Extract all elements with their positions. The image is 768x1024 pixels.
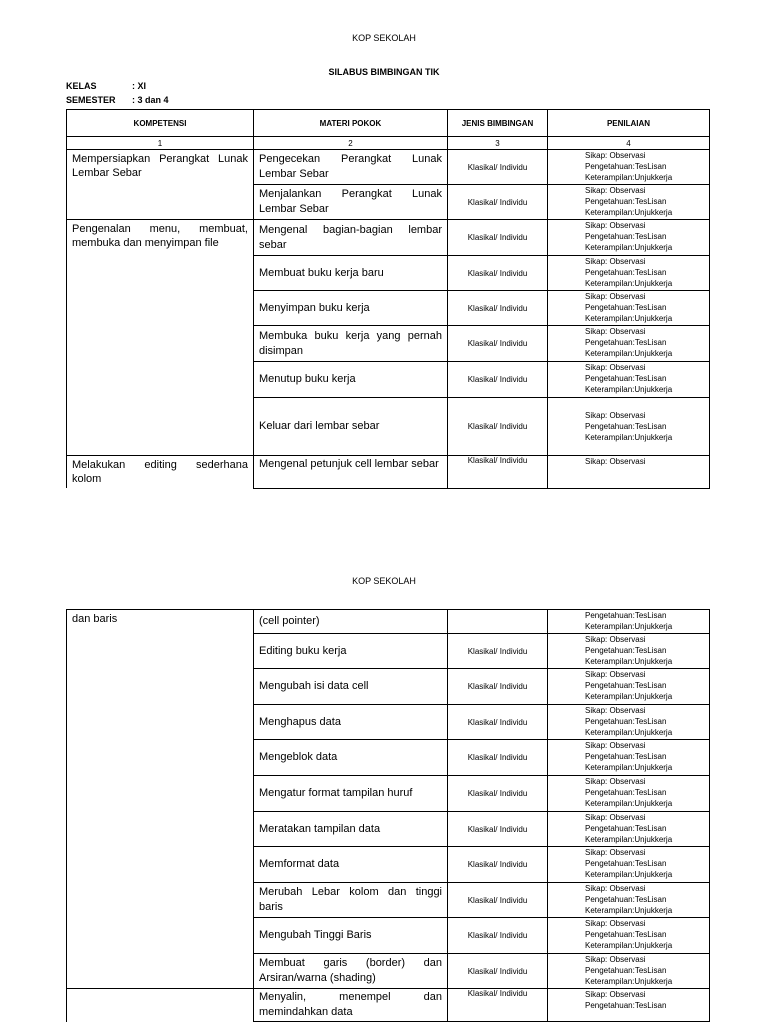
materi-cell: Mengubah Tinggi Baris [254, 918, 448, 954]
kompetensi-cell [67, 989, 254, 1022]
jenis-cell: Klasikal/ Individu [448, 398, 548, 456]
penilaian-line: Pengetahuan:TesLisan [585, 788, 667, 797]
penilaian-cell [548, 610, 710, 634]
penilaian-cell [548, 185, 710, 220]
penilaian-line: Keterampilan:Unjukkerja [585, 870, 673, 879]
col-number: 3 [448, 137, 548, 150]
penilaian-line: Pengetahuan:TesLisan [585, 422, 667, 431]
penilaian-cell [548, 220, 710, 256]
penilaian-line: Keterampilan:Unjukkerja [585, 941, 673, 950]
kop-sekolah-1: KOP SEKOLAH [352, 33, 416, 43]
penilaian-line: Sikap: Observasi [585, 955, 646, 964]
penilaian-cell [548, 918, 710, 954]
penilaian-line: Sikap: Observasi [585, 257, 646, 266]
materi-cell: Keluar dari lembar sebar [254, 398, 448, 456]
jenis-cell: Klasikal/ Individu [448, 918, 548, 954]
penilaian-cell [548, 954, 710, 989]
penilaian-line: Sikap: Observasi [585, 919, 646, 928]
penilaian-line: Keterampilan:Unjukkerja [585, 243, 673, 252]
penilaian-line: Sikap: Observasi [585, 848, 646, 857]
penilaian-line: Pengetahuan:TesLisan [585, 374, 667, 383]
penilaian-line: Keterampilan:Unjukkerja [585, 692, 673, 701]
penilaian-line: Keterampilan:Unjukkerja [585, 314, 673, 323]
materi-cell: (cell pointer) [254, 610, 448, 634]
jenis-cell: Klasikal/ Individu [448, 812, 548, 847]
penilaian-line: Keterampilan:Unjukkerja [585, 977, 673, 986]
penilaian-line: Keterampilan:Unjukkerja [585, 208, 673, 217]
penilaian-line: Pengetahuan:TesLisan [585, 895, 667, 904]
penilaian-line: Sikap: Observasi [585, 670, 646, 679]
penilaian-line: Sikap: Observasi [585, 186, 646, 195]
penilaian-line: Sikap: Observasi [585, 741, 646, 750]
penilaian-line: Sikap: Observasi [585, 411, 646, 420]
penilaian-line: Pengetahuan:TesLisan [585, 859, 667, 868]
jenis-cell: Klasikal/ Individu [448, 634, 548, 669]
penilaian-line: Keterampilan:Unjukkerja [585, 622, 673, 631]
penilaian-line: Pengetahuan:TesLisan [585, 162, 667, 171]
materi-cell: Memformat data [254, 847, 448, 883]
kop-sekolah-2: KOP SEKOLAH [352, 576, 416, 586]
jenis-cell: Klasikal/ Individu [448, 291, 548, 326]
materi-cell: Membuka buku kerja yang pernah disimpan [254, 326, 448, 362]
table-row [67, 610, 710, 634]
semester-label: SEMESTER [66, 95, 116, 105]
penilaian-cell [548, 634, 710, 669]
penilaian-line: Keterampilan:Unjukkerja [585, 728, 673, 737]
jenis-cell: Klasikal/ Individu [448, 362, 548, 398]
penilaian-line: Sikap: Observasi [585, 635, 646, 644]
penilaian-line: Keterampilan:Unjukkerja [585, 279, 673, 288]
silabus-table-2 [66, 609, 710, 1022]
penilaian-line: Keterampilan:Unjukkerja [585, 835, 673, 844]
materi-cell: Membuat garis (border) dan Arsiran/warna (shading) [254, 954, 448, 989]
penilaian-line: Sikap: Observasi [585, 777, 646, 786]
materi-cell: Merubah Lebar kolom dan tinggi baris [254, 883, 448, 918]
penilaian-line: Sikap: Observasi [585, 990, 646, 999]
semester-row [66, 95, 169, 105]
penilaian-cell [548, 362, 710, 398]
penilaian-line: Keterampilan:Unjukkerja [585, 385, 673, 394]
penilaian-line: Keterampilan:Unjukkerja [585, 657, 673, 666]
kompetensi-cell: dan baris [67, 610, 254, 989]
penilaian-cell [548, 812, 710, 847]
materi-cell: Menghapus data [254, 705, 448, 740]
penilaian-cell [548, 256, 710, 291]
jenis-cell: Klasikal/ Individu [448, 669, 548, 705]
penilaian-line: Pengetahuan:TesLisan [585, 717, 667, 726]
penilaian-cell [548, 150, 710, 185]
jenis-cell: Klasikal/ Individu [448, 989, 548, 1022]
jenis-cell: Klasikal/ Individu [448, 185, 548, 220]
jenis-cell: Klasikal/ Individu [448, 220, 548, 256]
penilaian-cell [548, 847, 710, 883]
penilaian-line: Pengetahuan:TesLisan [585, 966, 667, 975]
semester-value: : 3 dan 4 [132, 95, 169, 105]
materi-cell: Mengubah isi data cell [254, 669, 448, 705]
materi-cell: Mengenal petunjuk cell lembar sebar [254, 456, 448, 489]
penilaian-cell [548, 291, 710, 326]
materi-cell: Membuat buku kerja baru [254, 256, 448, 291]
materi-cell: Meratakan tampilan data [254, 812, 448, 847]
kelas-value: : XI [132, 81, 147, 91]
penilaian-line: Keterampilan:Unjukkerja [585, 799, 673, 808]
header-jenis-bimbingan: JENIS BIMBINGAN [448, 110, 548, 137]
penilaian-line: Keterampilan:Unjukkerja [585, 906, 673, 915]
penilaian-cell [548, 398, 710, 456]
penilaian-line: Pengetahuan:TesLisan [585, 232, 667, 241]
kelas-row [66, 81, 147, 91]
penilaian-line: Sikap: Observasi [585, 884, 646, 893]
kelas-label: KELAS [66, 81, 97, 91]
penilaian-line: Keterampilan:Unjukkerja [585, 173, 673, 182]
table-row [67, 456, 710, 489]
penilaian-line: Sikap: Observasi [585, 363, 646, 372]
penilaian-line: Pengetahuan:TesLisan [585, 303, 667, 312]
penilaian-line: Pengetahuan:TesLisan [585, 197, 667, 206]
penilaian-cell [548, 740, 710, 776]
penilaian-line: Pengetahuan:TesLisan [585, 338, 667, 347]
penilaian-cell [548, 456, 710, 489]
jenis-cell: Klasikal/ Individu [448, 256, 548, 291]
header-row [67, 110, 710, 137]
materi-cell: Menutup buku kerja [254, 362, 448, 398]
materi-cell: Editing buku kerja [254, 634, 448, 669]
col-number: 4 [548, 137, 710, 150]
kompetensi-cell: Mempersiapkan Perangkat Lunak Lembar Sebar [67, 150, 254, 220]
penilaian-line: Pengetahuan:TesLisan [585, 646, 667, 655]
penilaian-cell [548, 883, 710, 918]
jenis-cell: Klasikal/ Individu [448, 150, 548, 185]
materi-cell: Mengenal bagian-bagian lembar sebar [254, 220, 448, 256]
jenis-cell: Klasikal/ Individu [448, 954, 548, 989]
penilaian-line: Sikap: Observasi [585, 457, 646, 466]
materi-cell: Menjalankan Perangkat Lunak Lembar Sebar [254, 185, 448, 220]
jenis-cell: Klasikal/ Individu [448, 883, 548, 918]
penilaian-cell [548, 776, 710, 812]
materi-cell: Menyimpan buku kerja [254, 291, 448, 326]
col-number: 2 [254, 137, 448, 150]
penilaian-line: Keterampilan:Unjukkerja [585, 433, 673, 442]
silabus-table-1 [66, 109, 710, 489]
jenis-cell [448, 610, 548, 634]
penilaian-line: Pengetahuan:TesLisan [585, 268, 667, 277]
penilaian-line: Pengetahuan:TesLisan [585, 752, 667, 761]
penilaian-line: Keterampilan:Unjukkerja [585, 349, 673, 358]
penilaian-line: Pengetahuan:TesLisan [585, 824, 667, 833]
penilaian-cell [548, 669, 710, 705]
number-row [67, 137, 710, 150]
penilaian-line: Keterampilan:Unjukkerja [585, 763, 673, 772]
table-row [67, 220, 710, 256]
header-penilaian: PENILAIAN [548, 110, 710, 137]
jenis-cell: Klasikal/ Individu [448, 776, 548, 812]
header-kompetensi: KOMPETENSI [67, 110, 254, 137]
kompetensi-cell: Melakukan editing sederhana kolom [67, 456, 254, 489]
penilaian-line: Sikap: Observasi [585, 327, 646, 336]
materi-cell: Mengatur format tampilan huruf [254, 776, 448, 812]
penilaian-line: Sikap: Observasi [585, 221, 646, 230]
jenis-cell: Klasikal/ Individu [448, 456, 548, 489]
jenis-cell: Klasikal/ Individu [448, 326, 548, 362]
col-number: 1 [67, 137, 254, 150]
table-row [67, 150, 710, 185]
penilaian-line: Pengetahuan:TesLisan [585, 681, 667, 690]
materi-cell: Menyalin, menempel dan memindahkan data [254, 989, 448, 1022]
header-materi-pokok: MATERI POKOK [254, 110, 448, 137]
penilaian-line: Pengetahuan:TesLisan [585, 611, 667, 620]
penilaian-line: Pengetahuan:TesLisan [585, 1001, 667, 1010]
materi-cell: Mengeblok data [254, 740, 448, 776]
penilaian-line: Pengetahuan:TesLisan [585, 930, 667, 939]
penilaian-line: Sikap: Observasi [585, 151, 646, 160]
table-row [67, 989, 710, 1022]
materi-cell: Pengecekan Perangkat Lunak Lembar Sebar [254, 150, 448, 185]
penilaian-line: Sikap: Observasi [585, 292, 646, 301]
penilaian-cell [548, 326, 710, 362]
jenis-cell: Klasikal/ Individu [448, 740, 548, 776]
document-title: SILABUS BIMBINGAN TIK [328, 67, 440, 77]
penilaian-line: Sikap: Observasi [585, 813, 646, 822]
jenis-cell: Klasikal/ Individu [448, 705, 548, 740]
penilaian-cell [548, 705, 710, 740]
penilaian-line: Sikap: Observasi [585, 706, 646, 715]
penilaian-cell [548, 989, 710, 1022]
jenis-cell: Klasikal/ Individu [448, 847, 548, 883]
kompetensi-cell: Pengenalan menu, membuat, membuka dan menyimpan file [67, 220, 254, 456]
